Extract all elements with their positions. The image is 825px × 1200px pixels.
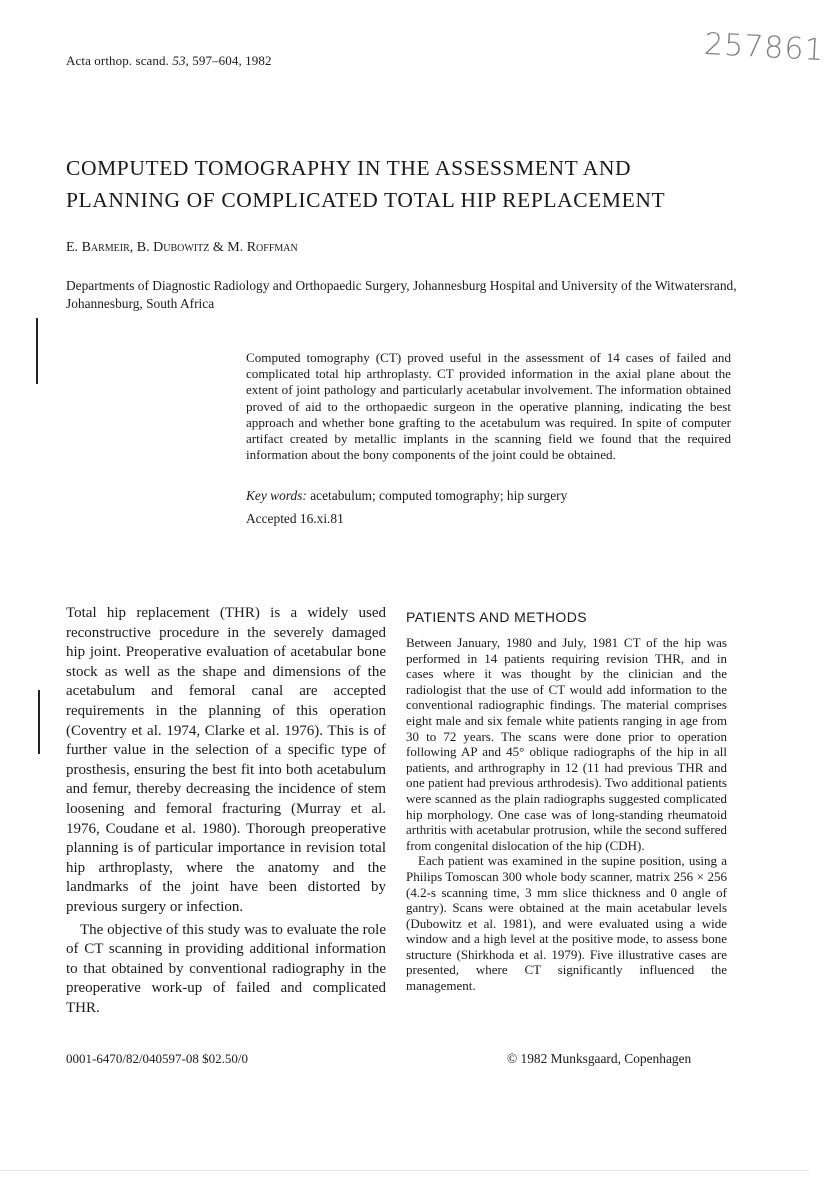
methods-paragraph-1: Between January, 1980 and July, 1981 CT of the hip was performed in 14 patients requiring revision THR, and in cases where it was thought by the clinician and the radiologist that the use of CT would add information to the conventional radiographic findings. The material comprises eight male and six female white patients ranging in age from 30 to 72 years. The scans were done prior to operation following AP and 45° oblique radiographs of the hip in all patients, and arthrography in 12 (11 had previous THR and one patient had previous arthrodesis). Two additional patients were scanned as the plain radiographs suggested complicated hip morphology. One case was of long-standing rheumatoid arthritis with acetabular protrusion, while the second suffered from congenital dislocation of the hip (CDH).	[406, 635, 727, 853]
methods-heading: PATIENTS AND METHODS	[406, 609, 587, 625]
author-separator-2: & M.	[209, 240, 247, 255]
page-edge-line	[0, 1170, 809, 1171]
author-separator-1: , B.	[129, 240, 154, 255]
author-list	[66, 240, 298, 256]
methods-column	[406, 635, 727, 994]
keywords-text: acetabulum; computed tomography; hip surgery	[306, 488, 568, 503]
author-1-name: Barmeir	[81, 240, 130, 255]
introduction-column	[66, 604, 386, 1018]
author-2-name: Dubowitz	[153, 240, 210, 255]
journal-volume: 53,	[172, 53, 189, 68]
accepted-date: Accepted 16.xi.81	[246, 511, 344, 526]
author-3-name: Roffman	[246, 240, 298, 255]
handwritten-number: 257861	[703, 26, 825, 69]
title-line-2: PLANNING OF COMPLICATED TOTAL HIP REPLACEMENT	[66, 188, 666, 212]
title-line-1: COMPUTED TOMOGRAPHY IN THE ASSESSMENT AND	[66, 156, 632, 180]
keywords	[246, 488, 567, 504]
journal-pages-year: 597–604, 1982	[192, 53, 272, 68]
keywords-label: Key words:	[246, 488, 307, 503]
article-title	[66, 152, 766, 216]
abstract	[246, 350, 731, 463]
journal-name: Acta orthop. scand.	[66, 53, 169, 68]
abstract-text: Computed tomography (CT) proved useful in the assessment of 14 cases of failed and complicated total hip arthroplasty. CT provided information in the axial plane about the extent of joint pathology and particularly acetabular involvement. The information obtained proved of aid to the orthopaedic surgeon in the operative planning, indicating the best approach and whether bone grafting to the acetabulum was required. In spite of computer artifact created by metallic implants in the scanning field we found that the required information about the bony components of the joint could be obtained.	[246, 350, 731, 463]
affiliation: Departments of Diagnostic Radiology and Orthopaedic Surgery, Johannesburg Hospital and University of the Witwatersrand, Johannesburg, South Africa	[66, 278, 737, 311]
running-header	[66, 53, 272, 69]
intro-paragraph-1: Total hip replacement (THR) is a widely used reconstructive procedure in the severely damaged hip joint. Preoperative evaluation of acetabular bone stock as well as the shape and dimensions of the acetabulum and femoral canal are accepted requirements in the planning of this operation (Coventry et al. 1974, Clarke et al. 1976). This is of further value in the selection of a specific type of prosthesis, ensuring the best fit into both acetabulum and femur, thereby decreasing the incidence of stem loosening and femoral fracturing (Murray et al. 1976, Coudane et al. 1980). Thorough preoperative planning is of particular importance in revision total hip arthroplasty, where the anatomy and the landmarks of the joint have been distorted by previous surgery or infection.	[66, 605, 386, 915]
author-1-initial: E.	[66, 240, 82, 255]
copyright-line: © 1982 Munksgaard, Copenhagen	[507, 1051, 692, 1066]
methods-paragraph-2: Each patient was examined in the supine position, using a Philips Tomoscan 300 whole body scanner, matrix 256 × 256 (4.2-s scanning time, 3 mm slice thickness and 0 angle of gantry). Scans were obtained at the main acetabular levels (Dubowitz et al. 1981), and were evaluated using a wide window and a high level at the positive mode, to assess bone structure (Shirkhoda et al. 1979). Five illustrative cases are presented, where CT significantly influenced the management.	[406, 853, 727, 994]
margin-bracket-mark	[38, 690, 40, 754]
margin-bracket-mark	[36, 318, 38, 384]
intro-paragraph-2: The objective of this study was to evaluate the role of CT scanning in providing additional information to that obtained by conventional radiography in the preoperative work-up of failed and complicated THR.	[66, 921, 386, 1016]
issn-line: 0001-6470/82/040597-08 $02.50/0	[66, 1051, 248, 1066]
